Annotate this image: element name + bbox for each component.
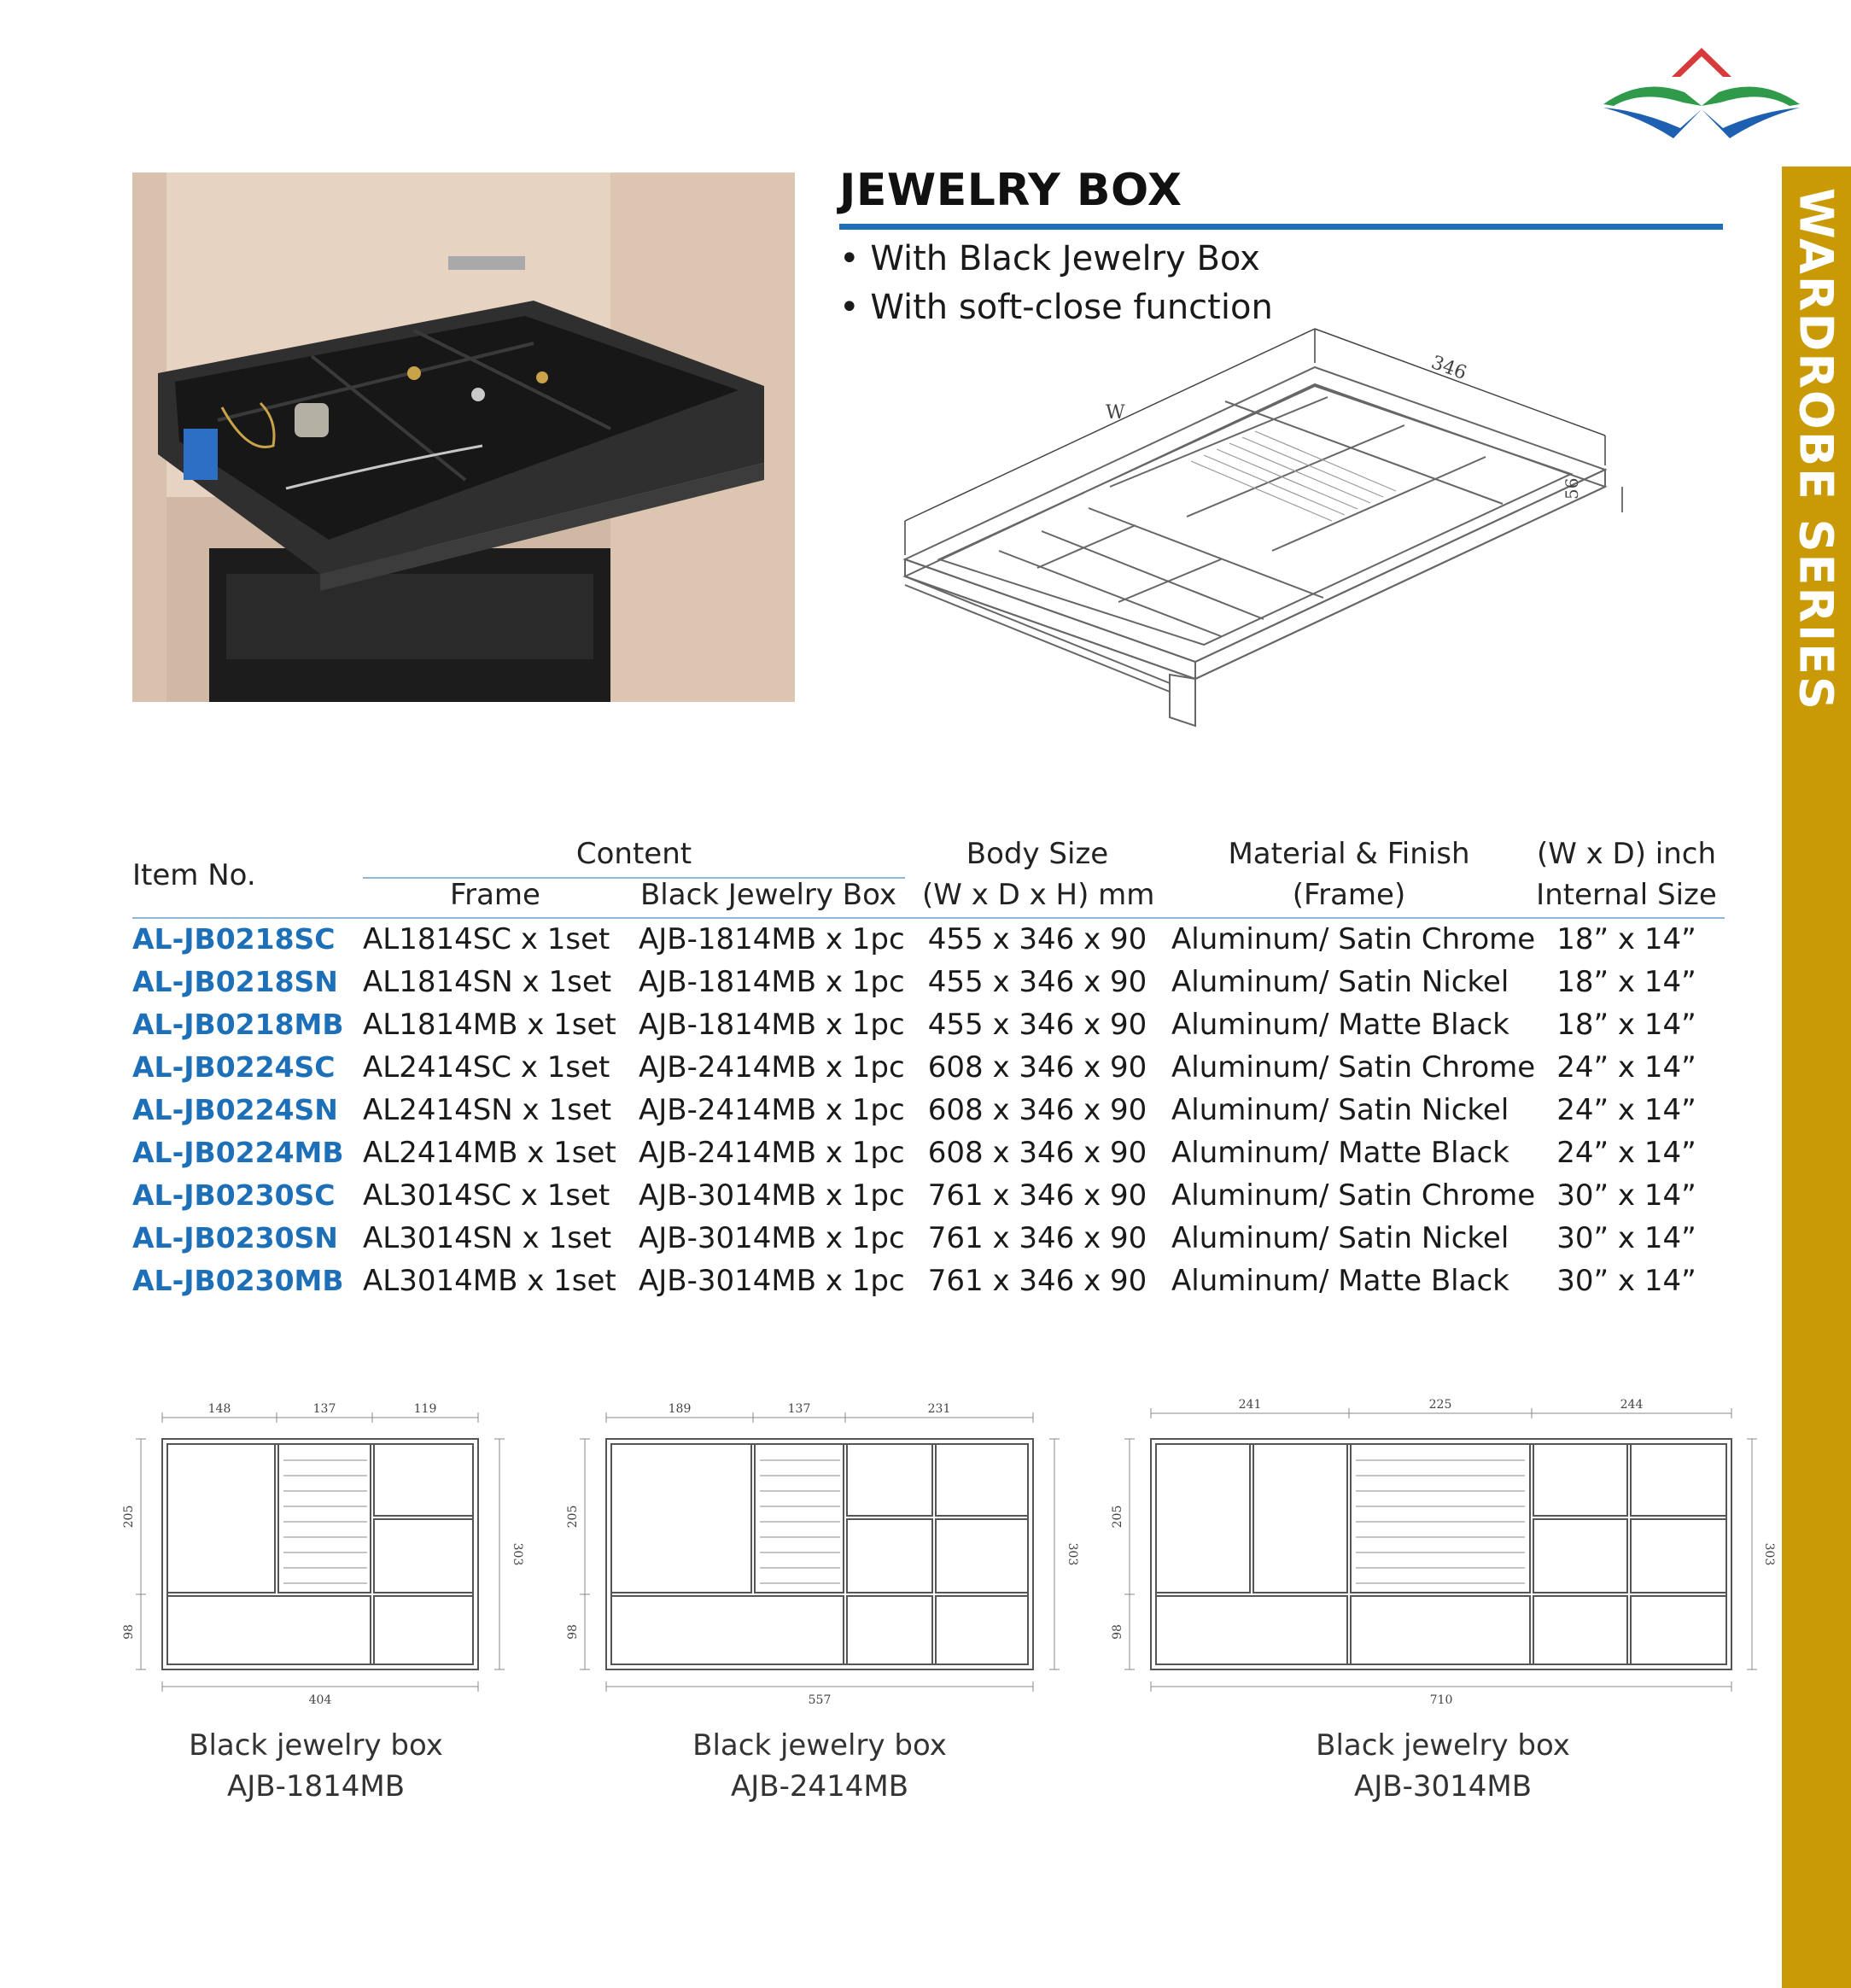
row-box: AJB-1814MB x 1pc (639, 1008, 905, 1042)
row-material: Aluminum/ Satin Chrome (1171, 922, 1536, 956)
caption-3014 (1272, 1725, 1614, 1807)
dim-bottom: 404 (308, 1693, 332, 1707)
caption-line-1: Black jewelry box (1316, 1728, 1570, 1763)
row-material: Aluminum/ Satin Nickel (1171, 1221, 1509, 1255)
row-box: AJB-2414MB x 1pc (639, 1050, 905, 1085)
iso-label-width: W (1106, 402, 1125, 424)
row-frame: AL2414SN x 1set (363, 1093, 612, 1127)
product-photo (132, 172, 795, 702)
dim-top-1: 241 (1238, 1398, 1262, 1412)
row-frame: AL2414MB x 1set (363, 1136, 616, 1170)
feature-text: With Black Jewelry Box (870, 239, 1260, 278)
row-internal: 30” x 14” (1556, 1178, 1696, 1213)
row-box: AJB-1814MB x 1pc (639, 965, 905, 999)
row-box: AJB-2414MB x 1pc (639, 1093, 905, 1127)
caption-line-1: Black jewelry box (189, 1728, 443, 1763)
header-material-frame: (Frame) (1292, 878, 1406, 912)
plan-drawing-3014 (1110, 1392, 1776, 1708)
row-material: Aluminum/ Satin Chrome (1171, 1050, 1536, 1085)
row-frame: AL1814SC x 1set (363, 922, 610, 956)
dim-left-1: 205 (1111, 1505, 1124, 1529)
row-frame: AL1814MB x 1set (363, 1008, 616, 1042)
dim-top-1: 148 (207, 1402, 231, 1416)
dim-left-2: 98 (566, 1624, 580, 1640)
row-item-no: AL-JB0218MB (132, 1008, 344, 1041)
row-frame: AL2414SC x 1set (363, 1050, 610, 1085)
caption-2414 (649, 1725, 990, 1807)
row-box: AJB-3014MB x 1pc (639, 1221, 905, 1255)
header-frame: Frame (450, 878, 540, 912)
dim-top-1: 189 (668, 1402, 692, 1416)
isometric-drawing (888, 316, 1605, 726)
row-material: Aluminum/ Satin Nickel (1171, 965, 1509, 999)
row-size: 608 x 346 x 90 (927, 1093, 1147, 1127)
row-material: Aluminum/ Satin Chrome (1171, 1178, 1536, 1213)
dim-bottom: 557 (808, 1693, 832, 1707)
series-label: WARDROBE SERIES (1789, 188, 1843, 711)
row-frame: AL3014SN x 1set (363, 1221, 612, 1255)
row-item-no: AL-JB0230MB (132, 1264, 344, 1297)
row-box: AJB-1814MB x 1pc (639, 922, 905, 956)
row-frame: AL3014SC x 1set (363, 1178, 610, 1213)
row-frame: AL3014MB x 1set (363, 1264, 616, 1298)
row-size: 608 x 346 x 90 (927, 1050, 1147, 1085)
row-item-no: AL-JB0224SN (132, 1093, 338, 1126)
row-internal: 18” x 14” (1556, 922, 1696, 956)
iso-label-depth: 346 (1428, 352, 1469, 385)
row-size: 455 x 346 x 90 (927, 922, 1147, 956)
dim-right: 303 (511, 1542, 524, 1566)
dim-top-3: 119 (413, 1402, 437, 1416)
row-frame: AL1814SN x 1set (363, 965, 612, 999)
dim-left-2: 98 (1111, 1624, 1124, 1640)
caption-line-2: AJB-3014MB (1353, 1769, 1533, 1804)
company-logo (1595, 43, 1808, 145)
header-internal-size: Internal Size (1536, 878, 1717, 912)
header-body-size: Body Size (966, 837, 1109, 871)
side-band (1782, 167, 1851, 1988)
row-internal: 24” x 14” (1556, 1136, 1696, 1170)
dim-top-2: 137 (312, 1402, 336, 1416)
row-size: 761 x 346 x 90 (927, 1264, 1147, 1298)
row-box: AJB-2414MB x 1pc (639, 1136, 905, 1170)
row-internal: 18” x 14” (1556, 1008, 1696, 1042)
feature-text: With soft-close function (870, 288, 1273, 327)
row-item-no: AL-JB0224SC (132, 1050, 336, 1084)
caption-1814 (145, 1725, 487, 1807)
row-material: Aluminum/ Matte Black (1171, 1136, 1509, 1170)
caption-line-1: Black jewelry box (692, 1728, 947, 1763)
row-size: 761 x 346 x 90 (927, 1178, 1147, 1213)
row-item-no: AL-JB0218SC (132, 922, 336, 956)
plan-drawing-1814 (120, 1392, 524, 1708)
row-item-no: AL-JB0218SN (132, 965, 338, 998)
header-black-jewelry-box: Black Jewelry Box (639, 878, 897, 912)
row-box: AJB-3014MB x 1pc (639, 1178, 905, 1213)
row-material: Aluminum/ Matte Black (1171, 1264, 1509, 1298)
row-size: 455 x 346 x 90 (927, 965, 1147, 999)
row-size: 761 x 346 x 90 (927, 1221, 1147, 1255)
row-item-no: AL-JB0230SC (132, 1178, 336, 1212)
dim-top-3: 231 (927, 1402, 951, 1416)
row-material: Aluminum/ Satin Nickel (1171, 1093, 1509, 1127)
dim-left-2: 98 (122, 1624, 136, 1640)
table-header-rule (132, 917, 1725, 919)
row-internal: 18” x 14” (1556, 965, 1696, 999)
plan-drawing-2414 (563, 1392, 1079, 1708)
row-item-no: AL-JB0230SN (132, 1221, 338, 1254)
header-internal-inch: (W x D) inch (1536, 837, 1717, 871)
feature-item: • With Black Jewelry Box (839, 239, 1260, 278)
dim-right: 303 (1066, 1542, 1079, 1566)
caption-line-2: AJB-1814MB (226, 1769, 406, 1804)
row-internal: 24” x 14” (1556, 1050, 1696, 1085)
dim-top-3: 244 (1620, 1398, 1644, 1412)
dim-left-1: 205 (566, 1505, 580, 1529)
dim-left-1: 205 (122, 1505, 136, 1529)
header-body-size-unit: (W x D x H) mm (922, 878, 1155, 912)
header-item-no: Item No. (132, 858, 256, 892)
dim-top-2: 137 (787, 1402, 811, 1416)
row-box: AJB-3014MB x 1pc (639, 1264, 905, 1298)
dim-bottom: 710 (1429, 1693, 1453, 1707)
row-item-no: AL-JB0224MB (132, 1136, 344, 1169)
page-title: JEWELRY BOX (839, 165, 1182, 216)
title-underline (839, 224, 1723, 230)
row-size: 608 x 346 x 90 (927, 1136, 1147, 1170)
dim-right: 303 (1762, 1542, 1776, 1566)
header-material: Material & Finish (1228, 837, 1470, 871)
header-content: Content (575, 837, 692, 871)
iso-label-height: 56 (1562, 477, 1582, 500)
caption-line-2: AJB-2414MB (730, 1769, 909, 1804)
row-size: 455 x 346 x 90 (927, 1008, 1147, 1042)
dim-top-2: 225 (1428, 1398, 1452, 1412)
row-internal: 30” x 14” (1556, 1221, 1696, 1255)
row-internal: 24” x 14” (1556, 1093, 1696, 1127)
row-internal: 30” x 14” (1556, 1264, 1696, 1298)
feature-item: • With soft-close function (839, 288, 1273, 327)
row-material: Aluminum/ Matte Black (1171, 1008, 1509, 1042)
